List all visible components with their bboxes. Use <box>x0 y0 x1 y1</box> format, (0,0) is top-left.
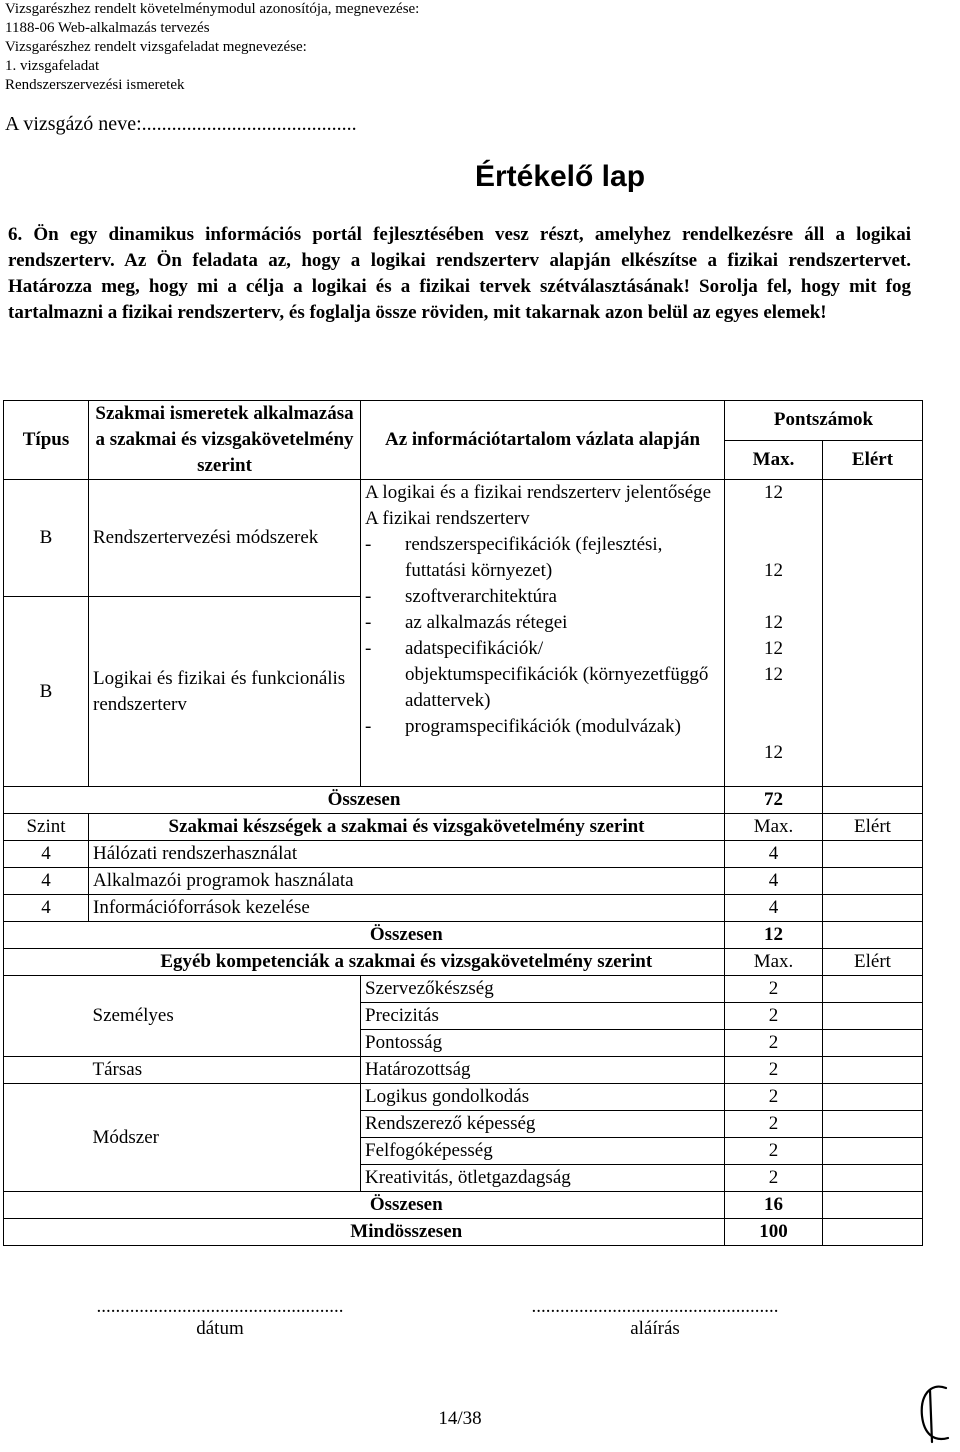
date-line: .................................................... <box>96 1296 344 1317</box>
date-signature-block <box>90 1296 350 1340</box>
skill-max: 4 <box>725 841 823 868</box>
group-personal: Személyes <box>89 976 361 1057</box>
achieved-cell[interactable] <box>823 1192 923 1219</box>
achieved-cell[interactable] <box>823 1030 923 1057</box>
competency-name: Kreativitás, ötletgazdagság <box>361 1165 725 1192</box>
achieved-cell[interactable] <box>823 976 923 1003</box>
max-value: 12 <box>764 742 783 763</box>
header-line: 1. vizsgafeladat <box>5 58 100 74</box>
competency-max: 2 <box>725 976 823 1003</box>
total-value: 12 <box>725 922 823 949</box>
total-label: Összesen <box>4 787 725 814</box>
competency-name: Precizitás <box>361 1003 725 1030</box>
header-knowledge: Szakmai ismeretek alkalmazása a szakmai és vizsgakövetelmény szerint <box>89 401 361 480</box>
total-value: 72 <box>725 787 823 814</box>
competency-name: Pontosság <box>361 1030 725 1057</box>
competency-max: 2 <box>725 1084 823 1111</box>
competency-max: 2 <box>725 1003 823 1030</box>
achieved-cell[interactable] <box>823 868 923 895</box>
examinee-name-field: A vizsgázó neve:........................................... <box>5 113 357 135</box>
content-item: - adatspecifikációk/ objektumspecifikációk (környezetfüggő adattervek) <box>365 638 709 711</box>
max-value: 12 <box>764 560 783 581</box>
header-max: Max. <box>725 949 823 976</box>
competency-name: Szervezőkészség <box>361 976 725 1003</box>
page-number: 14/38 <box>438 1408 482 1429</box>
document-header <box>5 0 419 95</box>
date-label: dátum <box>196 1318 244 1339</box>
skill-level: 4 <box>4 895 89 922</box>
header-achieved: Elért <box>823 814 923 841</box>
competency-max: 2 <box>725 1138 823 1165</box>
skill-name: Hálózati rendszerhasználat <box>89 841 725 868</box>
header-line: Vizsgarészhez rendelt követelménymodul azonosítója, megnevezése: <box>5 1 420 17</box>
skill-level: 4 <box>4 841 89 868</box>
skill-name: Információforrások kezelése <box>89 895 725 922</box>
total-label: Összesen <box>89 922 725 949</box>
achieved-cell[interactable] <box>823 1111 923 1138</box>
achieved-cell[interactable] <box>823 1138 923 1165</box>
competency-name: Rendszerező képesség <box>361 1111 725 1138</box>
group-method: Módszer <box>89 1084 361 1192</box>
skill-max: 4 <box>725 895 823 922</box>
competency-max: 2 <box>725 1165 823 1192</box>
group-social: Társas <box>89 1057 361 1084</box>
header-line: Rendszerszervezési ismeretek <box>5 77 185 93</box>
total-value: 16 <box>725 1192 823 1219</box>
skill-max: 4 <box>725 868 823 895</box>
achieved-cell[interactable] <box>823 922 923 949</box>
competency-max: 2 <box>725 1057 823 1084</box>
achieved-cell[interactable] <box>823 841 923 868</box>
max-value: 12 <box>764 638 783 659</box>
knowledge-cell: Logikai és fizikai és funkcionális rendszerterv <box>89 597 361 787</box>
competency-max: 2 <box>725 1030 823 1057</box>
max-value: 12 <box>764 612 783 633</box>
header-content: Az információtartalom vázlata alapján <box>361 401 725 480</box>
skill-level: 4 <box>4 868 89 895</box>
achieved-cell[interactable] <box>823 480 923 787</box>
competency-name: Határozottság <box>361 1057 725 1084</box>
task-description: 6. Ön egy dinamikus információs portál fejlesztésében vesz részt, amelyhez rendelkezésre áll a logikai rendszerterv. Az Ön feladata az, hogy a logikai rendszerterv alapján elkészítse a fizikai rendszertervet. Határozza meg, hogy mi a célja a logikai és a fizikai tervek szétválasztásának! Sorolja fel, hogy mit fog tartalmazni a fizikai rendszerterv, és foglalja össze röviden, mit takarnak azon belül az egyes elemek! <box>8 224 911 323</box>
header-points: Pontszámok <box>725 401 923 441</box>
header-max: Max. <box>725 814 823 841</box>
header-line: Vizsgarészhez rendelt vizsgafeladat megnevezése: <box>5 39 307 55</box>
max-points-list <box>725 480 823 787</box>
content-item: - rendszerspecifikációk (fejlesztési, futtatási környezet) <box>365 534 663 581</box>
knowledge-cell: Rendszertervezési módszerek <box>89 480 361 597</box>
signature-line: .................................................... <box>531 1296 779 1317</box>
content-item: A fizikai rendszerterv <box>365 508 530 529</box>
header-achieved: Elért <box>823 949 923 976</box>
achieved-cell[interactable] <box>823 787 923 814</box>
total-label: Összesen <box>89 1192 725 1219</box>
header-line: 1188-06 Web-alkalmazás tervezés <box>5 20 210 36</box>
achieved-cell[interactable] <box>823 1057 923 1084</box>
max-value: 12 <box>764 482 783 503</box>
grand-total-value: 100 <box>725 1219 823 1246</box>
skill-name: Alkalmazói programok használata <box>89 868 725 895</box>
content-list <box>361 480 725 787</box>
competency-name: Logikus gondolkodás <box>361 1084 725 1111</box>
type-cell: B <box>4 480 89 597</box>
achieved-cell[interactable] <box>823 1084 923 1111</box>
signature-block <box>525 1296 785 1340</box>
max-value: 12 <box>764 664 783 685</box>
content-item: - programspecifikációk (modulvázak) <box>365 716 681 737</box>
competency-name: Felfogóképesség <box>361 1138 725 1165</box>
evaluation-table <box>3 400 923 1246</box>
competency-max: 2 <box>725 1111 823 1138</box>
header-max: Max. <box>725 440 823 480</box>
header-other: Egyéb kompetenciák a szakmai és vizsgakövetelmény szerint <box>89 949 725 976</box>
header-level: Szint <box>4 814 89 841</box>
header-achieved: Elért <box>823 440 923 480</box>
achieved-cell[interactable] <box>823 895 923 922</box>
signature-label: aláírás <box>630 1318 680 1339</box>
content-item: A logikai és a fizikai rendszerterv jelentősége <box>365 482 712 503</box>
content-item: - szoftverarchitektúra <box>365 586 557 607</box>
content-item: - az alkalmazás rétegei <box>365 612 568 633</box>
page-title: Értékelő lap <box>474 160 646 193</box>
grand-total-label: Mindösszesen <box>89 1219 725 1246</box>
header-type: Típus <box>4 401 89 480</box>
header-skills: Szakmai készségek a szakmai és vizsgakövetelmény szerint <box>89 814 725 841</box>
achieved-cell[interactable] <box>823 1003 923 1030</box>
achieved-cell[interactable] <box>823 1219 923 1246</box>
achieved-cell[interactable] <box>823 1165 923 1192</box>
type-cell: B <box>4 597 89 787</box>
